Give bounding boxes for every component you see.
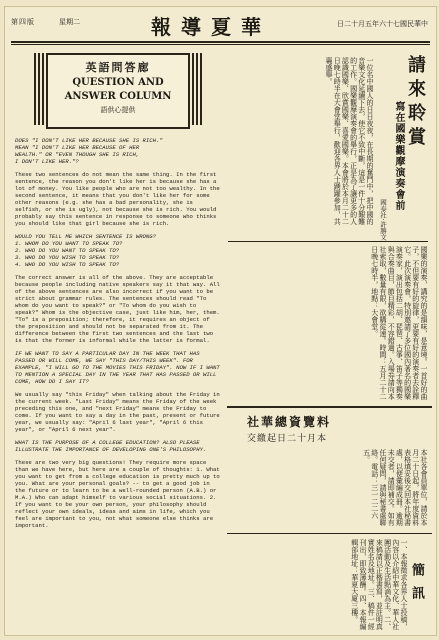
section-divider-2: [227, 533, 432, 534]
header-rule: [11, 44, 430, 45]
qa-column: [15, 51, 224, 635]
notice-subtitle: 交繳起日二十月本: [247, 434, 328, 444]
qa-answer-4: These are two very big questions! They require more space than we have here, but here are a couple of thoughts: 1. What you want to get from a college education is pretty much up to you. What are your personal goals? -- to get a good job in the future or to learn to be a well-rounded person (A.B.) or M.A.) Who can adapt himself to various social situations. 2. If you want to be your own person, your philosophy should reflect your own ideals, ideas and aims in life, which you feel are important to you, not what someone else thinks are important.: [15, 459, 224, 529]
qa-header-sub: 語供心提供: [100, 106, 136, 114]
qa-question-1: DOES "I DON'T LIKE HER BECAUSE SHE IS RICH." MEAN "I DON'T LIKE HER BECAUSE OF HER WEALTH." OR "EVEN THOUGH SHE IS RICH, I DON'T LIKE HER."?: [15, 137, 163, 165]
qa-question-3: IF WE WANT TO SAY A PARTICULAR DAY IN THE WEEK THAT HAS PASSED OR WILL COME, WE SAY "THIS DAY/THIS WEEK". FOR EXAMPLE, "I WILL GO TO THE MOVIES THIS FRIDAY". NOW IF I WANT TO MENTION A SPECIAL DAY IN THE YEAR THAT HAS PASSED OR WILL COME, HOW DO I SAY IT?: [15, 350, 224, 385]
newspaper-page: [4, 6, 437, 636]
qa-header-cn: 英語問答廊: [85, 61, 151, 74]
qa-header-en-2: ANSWER COLUMN: [64, 91, 172, 102]
chinese-column: [227, 51, 432, 635]
qa-header-box: [46, 53, 190, 129]
edition-label: 第四版: [11, 18, 35, 26]
qa-answer-1: These two sentences do not mean the same thing. In the first sentence, the reason you don't like her is because she has a lot of money. You like people who are not too wealthy. In the second sentence, it means that you don't like her for some other reasons (e.g. she has a bad personality, she is selfish, or she is ugly), not because she is rich. You would probably say this sentence in response to someone who thinks you should like that girl because she is rich.: [15, 171, 224, 227]
article-author: 國泰社·許勝文: [379, 199, 387, 241]
qa-answer-2: The correct answer is all of the above. They are acceptable because people including native speakers say it that way. All of the above sentences are also incorrect if you want to be strict about grammar rules. The sentences should read "To whom do you want to speak?" or "To whom do you wish to speak?" Whom is the objective case, just like him, her, them. "To" is a preposition; therefore, it requires an object of the preposition and should not be separated from it. The difference between the first two sentences and the last two is that the former is informal while the latter is formal.: [15, 274, 224, 344]
qa-question-2: WOULD YOU TELL ME WHICH SENTENCE IS WRONG? 1. WHOM DO YOU WANT TO SPEAK TO? 2. WHO DO YOU WANT TO SPEAK TO? 3. WHO DO YOU WISH TO SPEAK TO? 4. WHO DO YOU WISH TO SPEAK TO?: [15, 233, 156, 268]
notice-body: 本社各會員單位，請於本月二十日起，將年度資料表格填妥後交回本社秘書處，以便彙編成冊。逾期未交者，請即補交。如有任何疑問，請與秘書處聯絡。電話：三一二二六五。: [362, 449, 428, 526]
article-subtitle: 寫在國樂觀摩演奏會前: [393, 101, 404, 211]
masthead: [11, 11, 430, 43]
article-body-continued: 國樂的演奏，講究的是韻味，是意境。一首好的曲子，不但要有好的旋律，更要有好的演奏者去詮釋它。此次演奏會，特別邀請了多位國內著名的國樂演奏家，演出包括二胡、琵琶、古箏、笛子等獨奏與合奏曲目，節目精彩，不容錯過。入場券請向本社索取，數量有限，欲購從速。時間：五月二十二日晚七時半，地點：大會堂。: [228, 241, 428, 406]
notice-title: 社華總資覽料: [247, 415, 332, 429]
section-divider: [227, 406, 432, 408]
issue-label: 星期二: [59, 18, 80, 26]
qa-answer-3: We usually say "this Friday" when talking about the Friday in the current week. "Last Friday" means the Friday of the week preceding this one, and "next Friday" means the Friday to come. If you want to say a day in the past, present or future year, we usually say: "April 6 last year", "April 6 this year", or "April 6 next year".: [15, 391, 224, 433]
brief-body: 一、本報徵求各界人士投稿，內容以介紹中華文化、華人社團活動及生活點滴為主。二、來稿請以正楷書寫，並註明真實姓名及地址。三、稿件一經刊出，即致薄酬。四、本報編輯部地址：華夏大廈三樓。: [350, 539, 408, 630]
qa-question-4: WHAT IS THE PURPOSE OF A COLLEGE EDUCATION? ALSO PLEASE ILLUSTRATE THE IMPORTANCE OF DEVELOPING ONE'S PHILOSOPHY.: [15, 439, 207, 453]
newspaper-title: 報導夏華: [151, 15, 271, 39]
article-body: 一位名中國人的日日夜夜，在長期的奮鬥中，把中國的音樂文化延續下去，使它不致中斷，這是一件十分艱難的工作。國樂觀摩演奏會的舉行，正是為了讓更多的人認識國樂、欣賞國樂、喜愛國樂。本會將於本月二十二日晚七時半在大會堂舉行，歡迎各界人士踴躍參加，共襄盛舉。: [324, 57, 374, 225]
issue-date: 日二十月五年六十七國民華中: [337, 20, 428, 28]
brief-title: 簡訊: [409, 563, 424, 609]
article-title: 請來聆賞: [405, 55, 426, 151]
qa-header-en-1: QUESTION AND: [72, 77, 164, 88]
